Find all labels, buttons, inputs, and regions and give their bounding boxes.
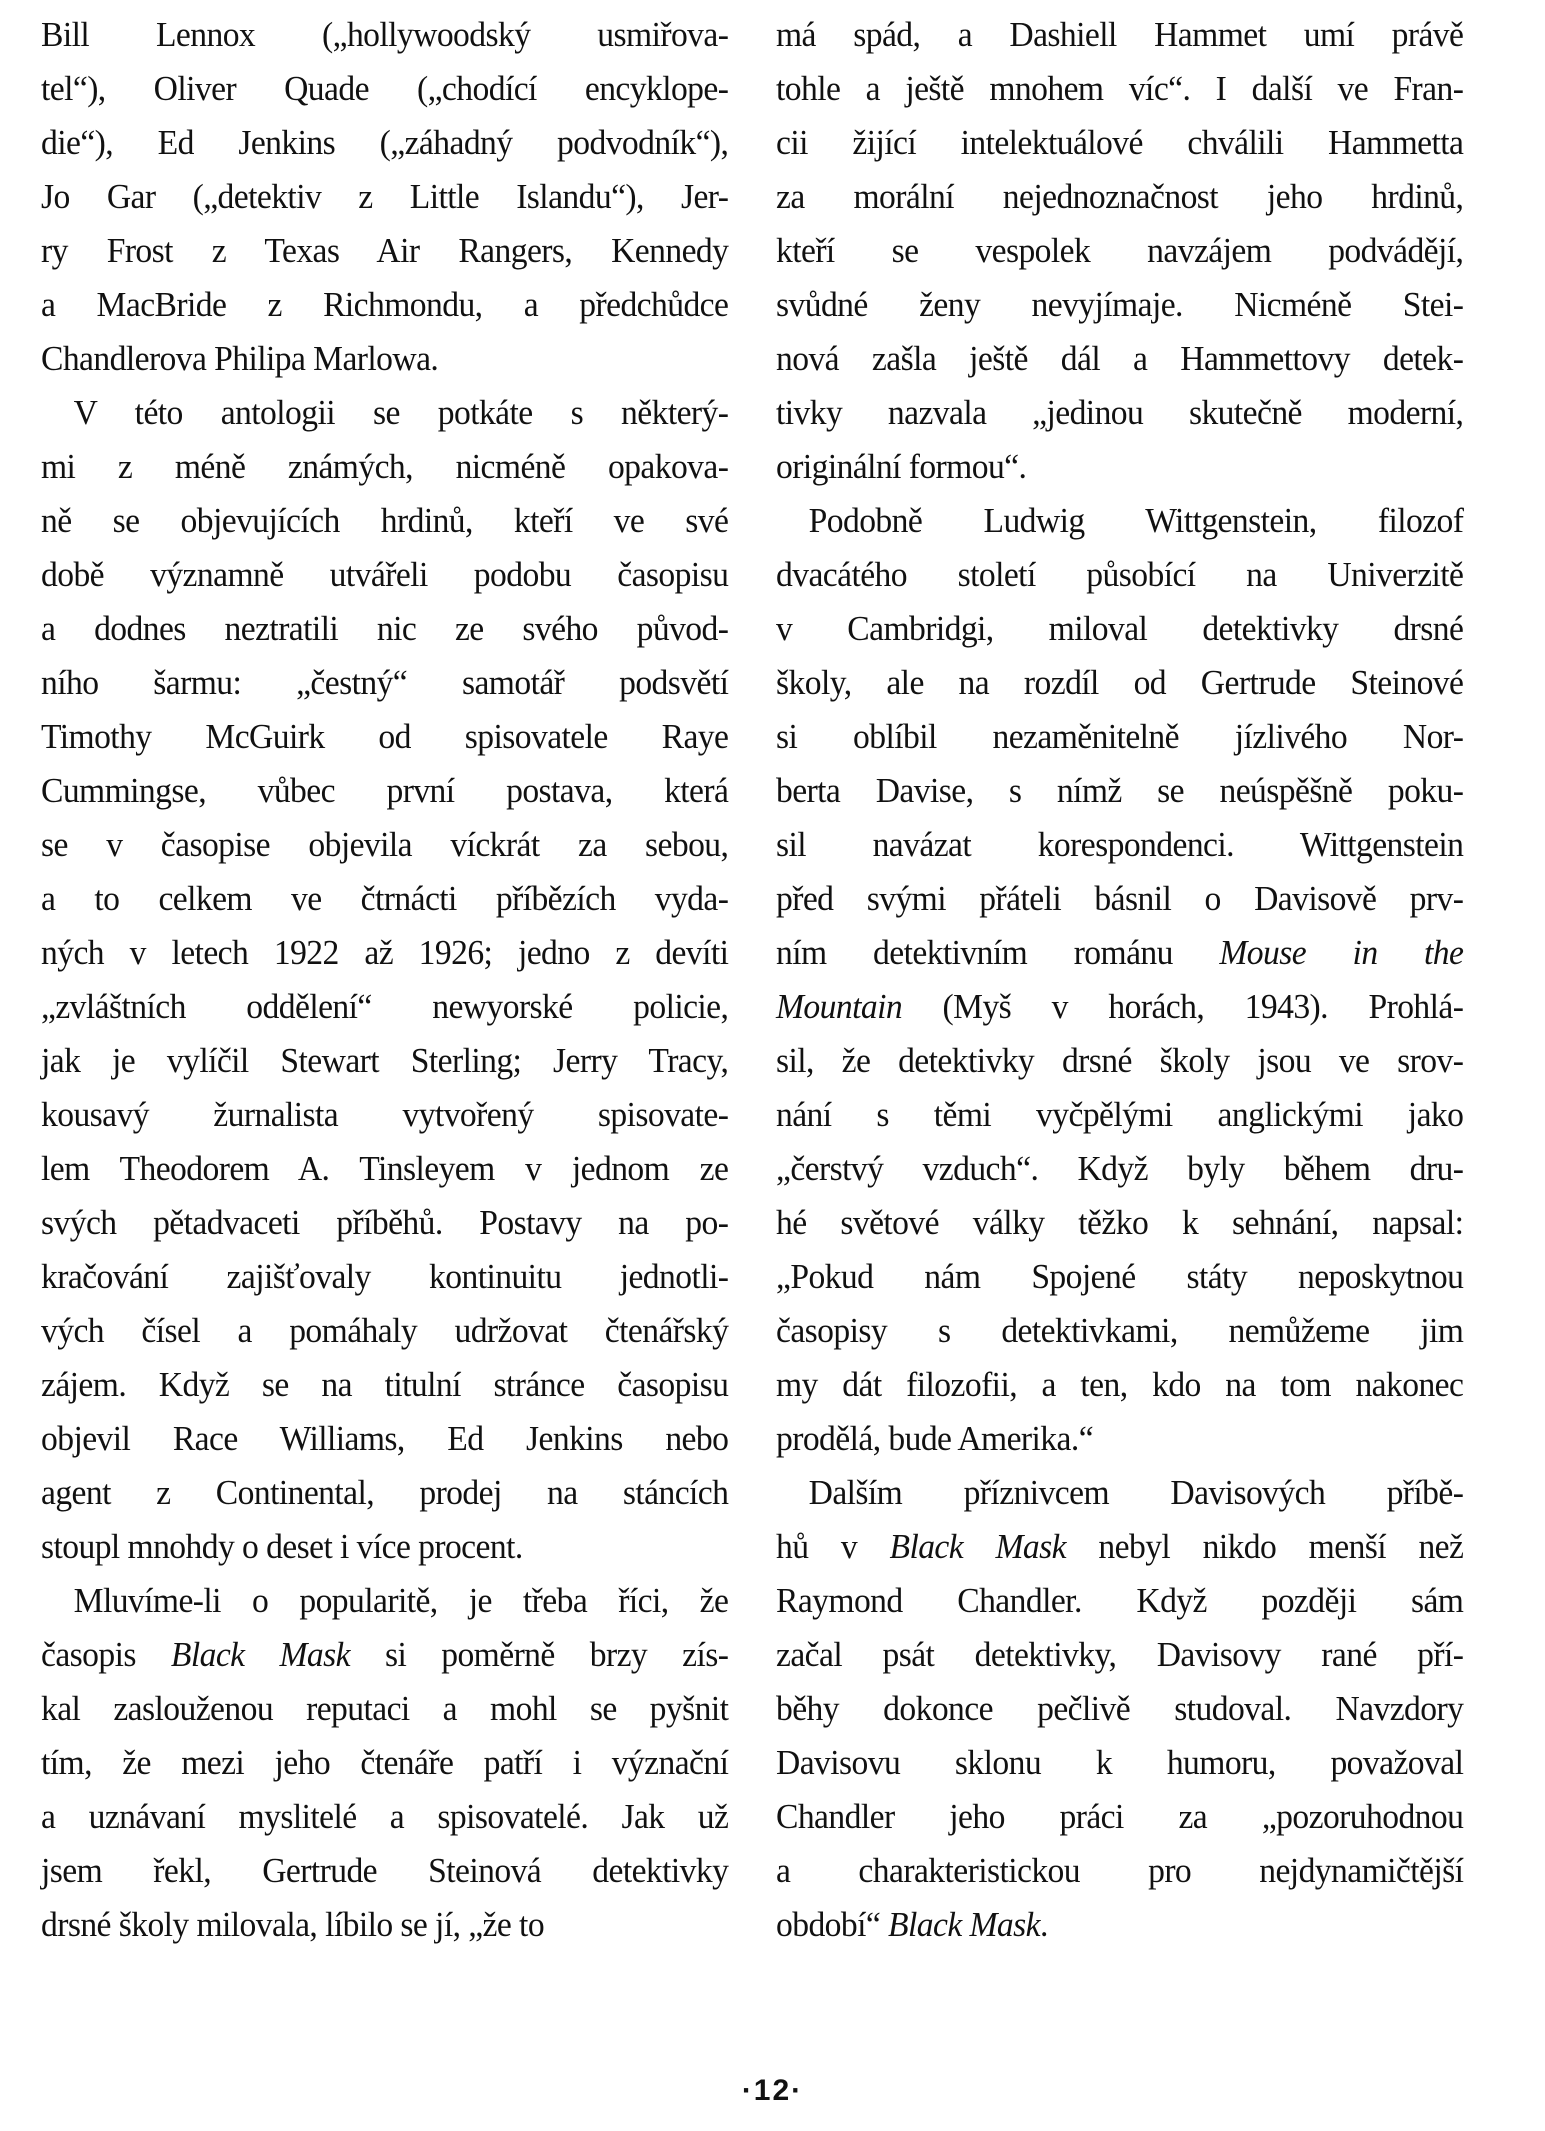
text-line: dvacátého století působící na Univerzitě [776,555,1464,594]
text-line: objevil Race Williams, Ed Jenkins nebo [41,1419,729,1458]
text-line: školy, ale na rozdíl od Gertrude Steinové [776,663,1464,702]
text-line: originální formou“. [776,447,1027,486]
text-line: die“), Ed Jenkins („záhadný podvodník“), [41,123,729,162]
text-line: za morální nejednoznačnost jeho hrdinů, [776,177,1464,216]
text-line: má spád, a Dashiell Hammet umí právě [776,15,1464,54]
text-line: kteří se vespolek navzájem podvádějí, [776,231,1464,270]
text-line: „čerstvý vzduch“. Když byly během dru- [776,1149,1464,1188]
text-line: mi z méně známých, nicméně opakova- [41,447,729,486]
text-line: tivky nazvala „jedinou skutečně moderní, [776,393,1464,432]
text-line: sil, že detektivky drsné školy jsou ve srov- [776,1041,1464,1080]
text-line: Raymond Chandler. Když později sám [776,1581,1464,1620]
text-line: Chandlerova Philipa Marlowa. [41,339,439,378]
text-line: Podobně Ludwig Wittgenstein, filozof [808,501,1464,540]
paragraph [776,8,1464,494]
text-line: Jo Gar („detektiv z Little Islandu“), Jer- [41,177,729,216]
text-line: kousavý žurnalista vytvořený spisovate- [41,1095,729,1134]
text-line: Timothy McGuirk od spisovatele Raye [41,717,729,756]
text-line: vých čísel a pomáhaly udržovat čtenářský [41,1311,729,1350]
page-number: ·12· [741,2074,804,2107]
text-line: jak je vylíčil Stewart Sterling; Jerry Tracy, [41,1041,729,1080]
text-line: ných v letech 1922 až 1926; jedno z devíti [41,933,729,972]
text-line: a charakteristickou pro nejdynamičtější [776,1851,1464,1890]
text-line: si oblíbil nezaměnitelně jízlivého Nor- [776,717,1464,756]
italic-title: Black Mask [889,1527,1067,1566]
text-line: Mluvíme-li o popularitě, je třeba říci, že [73,1581,729,1620]
text-line: a to celkem ve čtrnácti příbězích vyda- [41,879,729,918]
text-line: stoupl mnohdy o deset i více procent. [41,1527,523,1566]
text-line: sil navázat korespondenci. Wittgenstein [776,825,1464,864]
paragraph [41,386,729,1574]
text-line: ním detektivním románu Mouse in the [776,933,1464,972]
text-line: cii žijící intelektuálové chválili Hammetta [776,123,1464,162]
left-text-column [41,8,729,1952]
text-line: berta Davise, s nímž se neúspěšně poku- [776,771,1464,810]
text-line: období“ Black Mask. [776,1905,1048,1944]
text-line: Dalším příznivcem Davisových příbě- [808,1473,1464,1512]
text-line: „Pokud nám Spojené státy neposkytnou [776,1257,1464,1296]
text-line: „zvláštních oddělení“ newyorské policie, [41,987,729,1026]
text-line: Bill Lennox („hollywoodský usmiřova- [41,15,729,54]
text-line: agent z Continental, prodej na stáncích [41,1473,729,1512]
text-line: Cummingse, vůbec první postava, která [41,771,729,810]
text-line: tel“), Oliver Quade („chodící encyklope- [41,69,729,108]
text-line: časopis Black Mask si poměrně brzy zís- [41,1635,729,1674]
text-line: zájem. Když se na titulní stránce časopisu [41,1365,729,1404]
text-line: časopisy s detektivkami, nemůžeme jim [776,1311,1464,1350]
text-line: nová zašla ještě dál a Hammettovy detek- [776,339,1464,378]
text-line: běhy dokonce pečlivě studoval. Navzdory [776,1689,1464,1728]
text-line: a MacBride z Richmondu, a předchůdce [41,285,729,324]
text-line: drsné školy milovala, líbilo se jí, „že to [41,1905,545,1944]
text-line: kal zaslouženou reputaci a mohl se pyšnit [41,1689,729,1728]
text-line: se v časopise objevila víckrát za sebou, [41,825,729,864]
italic-title: Mountain [776,987,903,1026]
text-line: kračování zajišťovaly kontinuitu jednotli- [41,1257,729,1296]
text-line: ry Frost z Texas Air Rangers, Kennedy [41,231,729,270]
text-line: ního šarmu: „čestný“ samotář podsvětí [41,663,729,702]
paragraph [41,1574,729,1952]
text-line: hé světové války těžko k sehnání, napsal: [776,1203,1464,1242]
text-line: době významně utvářeli podobu časopisu [41,555,729,594]
text-line: před svými přáteli básnil o Davisově prv- [776,879,1464,918]
text-line: v Cambridgi, miloval detektivky drsné [776,609,1464,648]
text-line: a dodnes neztratili nic ze svého původ- [41,609,729,648]
text-line: nání s těmi vyčpělými anglickými jako [776,1095,1464,1134]
text-line: Mountain (Myš v horách, 1943). Prohlá- [776,987,1464,1026]
text-line: jsem řekl, Gertrude Steinová detektivky [41,1851,729,1890]
text-line: prodělá, bude Amerika.“ [776,1419,1094,1458]
paragraph [776,494,1464,1466]
paragraph [776,1466,1464,1952]
text-line: lem Theodorem A. Tinsleyem v jednom ze [41,1149,729,1188]
text-line: svůdné ženy nevyjímaje. Nicméně Stei- [776,285,1464,324]
text-line: my dát filozofii, a ten, kdo na tom nakonec [776,1365,1464,1404]
text-line: a uznávaní myslitelé a spisovatelé. Jak už [41,1797,729,1836]
text-line: začal psát detektivky, Davisovy rané pří- [776,1635,1464,1674]
paragraph [41,8,729,386]
right-text-column [776,8,1464,1952]
text-line: tím, že mezi jeho čtenáře patří i význační [41,1743,729,1782]
text-line: ně se objevujících hrdinů, kteří ve své [41,501,729,540]
text-line: tohle a ještě mnohem víc“. I další ve Fran- [776,69,1464,108]
text-line: V této antologii se potkáte s některý- [73,393,729,432]
text-line: Chandler jeho práci za „pozoruhodnou [776,1797,1464,1836]
italic-title: Mouse in the [1219,933,1464,972]
text-line: hů v Black Mask nebyl nikdo menší než [776,1527,1464,1566]
text-line: svých pětadvaceti příběhů. Postavy na po- [41,1203,729,1242]
text-line: Davisovu sklonu k humoru, považoval [776,1743,1464,1782]
italic-title: Black Mask [170,1635,350,1674]
italic-title: Black Mask [888,1905,1040,1944]
